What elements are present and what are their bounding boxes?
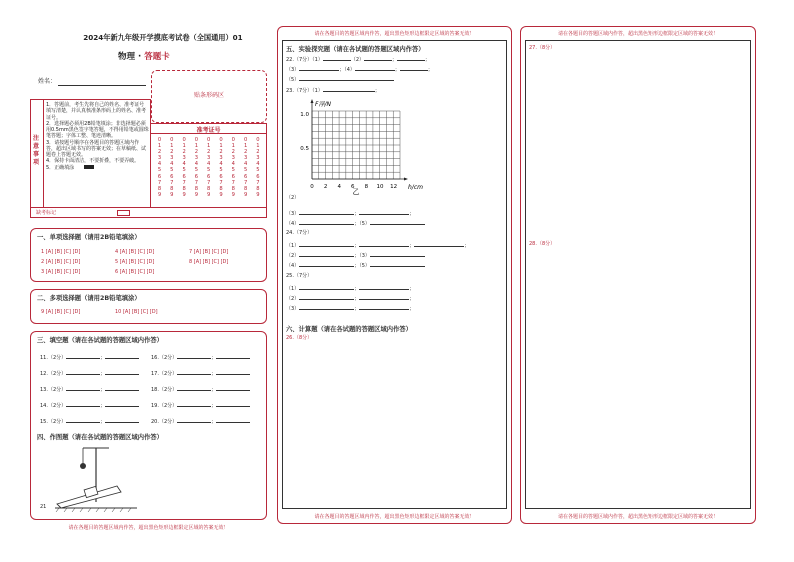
x-tick-label: 0 [310,184,314,190]
sec2-title: 二、多项选择题（请用2B铅笔填涂） [37,295,141,302]
ticket-digit[interactable]: 7 [231,179,235,186]
q26-label: 26.（8分） [286,335,313,341]
ticket-digit[interactable]: 5 [219,167,223,174]
answer-line[interactable] [216,352,250,359]
ticket-digit[interactable]: 0 [170,137,174,143]
notes-side-label [31,100,44,207]
x-tick-label: 6 [351,184,355,190]
ticket-digit[interactable]: 6 [170,173,174,180]
ticket-digit[interactable]: 0 [182,137,186,143]
fill-question-label: 14.（2分） [40,403,67,409]
separator: ； [100,371,106,377]
answer-line[interactable] [177,368,211,375]
x-tick-label: 2 [323,184,328,190]
ticket-column[interactable] [242,137,249,198]
answer-line[interactable] [397,54,425,61]
ticket-digit[interactable]: 2 [243,149,248,156]
ticket-digit[interactable]: 6 [207,173,211,180]
notes-label: 注意事项 [33,135,40,166]
ticket-digit[interactable]: 8 [231,185,235,192]
x-tick-label: 8 [364,184,369,190]
x-tick-label: 4 [337,184,341,190]
ticket-column[interactable] [254,137,261,198]
ticket-digit[interactable]: 7 [170,179,174,186]
answer-line[interactable] [66,400,100,407]
q24-mark-1: （1） ； ； ； [286,240,469,249]
fill-question-label: 16.（2分） [151,355,178,361]
ticket-column[interactable] [218,137,225,198]
ticket-digit[interactable]: 9 [207,191,211,198]
answer-line[interactable] [66,368,100,375]
q25-mark-2: （2） ； ； [286,293,414,302]
graph-caption: 乙 [352,188,360,195]
ticket-digit[interactable]: 9 [231,191,235,198]
separator: ； [100,355,106,361]
ticket-digit[interactable]: 3 [256,155,260,162]
ticket-digit[interactable]: 7 [243,179,248,186]
ticket-column[interactable] [230,137,237,198]
note-5: 5．正确填涂 [46,165,149,171]
fill-question-label: 13.（2分） [40,387,67,393]
notes-box [30,99,151,208]
ticket-digit[interactable]: 2 [207,149,211,156]
choice-3[interactable]: 3 [A] [B] [C] [D] [41,269,81,275]
ticket-digit[interactable]: 2 [170,149,174,156]
answer-line[interactable] [177,416,211,423]
ticket-digit[interactable]: 4 [243,161,248,168]
sec5-title: 五、实验探究题（请在各试题的答题区域内作答） [286,46,425,53]
sec3-title: 三、填空题（请在各试题的答题区域内作答） [37,337,163,344]
ticket-digit[interactable]: 7 [207,179,211,186]
absent-label: 缺考标记 [36,210,57,216]
separator: ； [100,387,106,393]
ticket-digit[interactable]: 4 [207,161,211,168]
ticket-digit[interactable]: 5 [207,167,211,174]
q21-label: 21 [40,504,47,510]
ticket-digit[interactable]: 0 [231,137,235,143]
q22-row-1: 22.（7分）（1） （2） ； ； [286,54,430,63]
exam-title: 2024年新九年级开学摸底考试卷（全国通用）01 [83,33,243,42]
fill-row [151,400,250,409]
ticket-digit[interactable]: 2 [231,149,235,156]
subject-name: 物理 [118,52,136,62]
ticket-digit[interactable]: 4 [219,161,223,168]
q25-label: 25.（7分） [286,273,313,279]
ticket-column[interactable] [193,137,200,198]
note-4: 4．保持卡面清洁，不要折叠，不要弄破。 [46,158,140,165]
ticket-digit[interactable]: 9 [182,191,186,198]
answer-line[interactable] [105,352,139,359]
sec1-title: 一、单项选择题（请用2B铅笔填涂） [37,234,141,241]
y-tick-1.0: 1.0 [300,112,309,118]
ticket-digit[interactable]: 1 [207,143,211,150]
warning-left: 请在各题目的答题区域内作答，超出黑色矩形边框限定区域的答案无效！ [68,525,229,531]
warning-mid-top: 请在各题目的答题区域内作答，超出黑色矩形边框限定区域的答案无效！ [314,31,475,37]
choice-2[interactable]: 2 [A] [B] [C] [D] [41,259,81,265]
fill-question-label: 18.（2分） [151,387,178,393]
separator: ； [211,355,217,361]
ticket-digit[interactable]: 8 [243,185,248,192]
ticket-digit[interactable]: 1 [256,143,260,150]
ticket-digit[interactable]: 6 [231,173,235,180]
ticket-digit[interactable]: 9 [243,191,248,198]
ticket-digit[interactable]: 8 [157,185,162,192]
section-multi-choice [30,289,267,324]
ticket-digit[interactable]: 7 [219,179,223,186]
q24-mark-3: （4） ；（5） [286,260,425,269]
answer-line[interactable] [105,384,139,391]
ticket-digit[interactable]: 4 [157,161,162,168]
fill-question-label: 11.（2分） [40,355,67,361]
q23-mark-4: （4） ；（5） [286,218,425,227]
ticket-digit[interactable]: 9 [170,191,174,198]
warning-mid-bottom: 请在各题目的答题区域内作答，超出黑色矩形边框限定区域的答案无效！ [314,514,475,520]
ticket-digit[interactable]: 5 [182,167,186,174]
ticket-digit[interactable]: 1 [194,143,199,150]
ticket-digit[interactable]: 0 [194,137,199,143]
ticket-digit[interactable]: 1 [231,143,235,150]
answer-line[interactable] [177,400,211,407]
separator: ； [211,403,217,409]
middle-panel [277,26,512,524]
ticket-digit[interactable]: 4 [256,161,260,168]
answer-line[interactable] [299,74,394,81]
note-2: 2．选择题必须用2B铅笔填涂；非选择题必须用0.5mm黑色签字笔答题，不得用铅笔或圆珠笔答题；字体工整、笔迹清晰。 [46,120,149,140]
ticket-digit[interactable]: 1 [219,143,223,150]
ticket-digit[interactable]: 3 [207,155,211,162]
ticket-digit[interactable]: 1 [170,143,174,150]
ticket-digit[interactable]: 8 [194,185,199,192]
ticket-digit[interactable]: 5 [170,167,174,174]
separator: ； [100,403,106,409]
ticket-digit[interactable]: 0 [157,137,162,143]
separator: ； [211,387,217,393]
y-tick-0.5: 0.5 [300,146,309,152]
section-single-choice [30,228,267,282]
fill-row [151,416,250,425]
ticket-digit[interactable]: 6 [157,173,162,180]
ticket-digit[interactable]: 2 [256,149,260,156]
ticket-digit[interactable]: 0 [207,137,211,143]
ticket-digit[interactable]: 7 [157,179,162,186]
ticket-digit[interactable]: 3 [182,155,186,162]
ticket-digit[interactable]: 4 [194,161,199,168]
q25-mark-3: （3） ； ； [286,303,414,312]
y-axis-label: F浮/N [315,101,331,108]
choice-4[interactable]: 4 [A] [B] [C] [D] [115,249,155,255]
ticket-digit[interactable]: 4 [182,161,186,168]
answer-line[interactable] [177,352,211,359]
q23-mark-3: （3） ； ； [286,208,414,217]
q24-label: 24.（7分） [286,230,313,236]
warning-right-top: 请在各题目的答题区域内作答，超出黑色矩形边框限定区域的答案无效！ [557,31,718,37]
warning-right-bottom: 请在各题目的答题区域内作答，超出黑色矩形边框限定区域的答案无效！ [557,514,718,520]
right-panel [520,26,756,524]
separator: ； [211,371,217,377]
ticket-digit[interactable]: 2 [194,149,199,156]
ticket-digit[interactable]: 5 [243,167,248,174]
q22-row-3: （5） [286,74,394,83]
answer-line[interactable] [216,416,250,423]
drawing-figure [51,444,141,514]
ticket-digit[interactable]: 0 [219,137,223,143]
ticket-digit[interactable]: 5 [231,167,235,174]
subject-dot: · [137,52,142,62]
answer-line[interactable] [66,384,100,391]
answer-line[interactable] [66,352,100,359]
choice-7[interactable]: 7 [A] [B] [C] [D] [189,249,229,255]
ticket-digit[interactable]: 6 [194,173,199,180]
ticket-column[interactable] [156,137,163,198]
sec4-title: 四、作图题（请在各试题的答题区域内作答） [37,434,163,441]
ticket-column[interactable] [205,137,212,198]
ticket-digit[interactable]: 8 [207,185,211,192]
ticket-digit[interactable]: 5 [256,167,260,174]
ticket-digit[interactable]: 6 [182,173,186,180]
ticket-digit[interactable]: 9 [219,191,223,198]
absent-checkbox[interactable] [117,210,130,216]
fill-question-label: 20.（2分） [151,419,178,425]
fill-row [40,368,139,377]
answer-line[interactable] [323,54,351,61]
fill-row [151,384,250,393]
q23-mark-2: （2） [286,195,300,201]
ticket-digit[interactable]: 3 [219,155,223,162]
ticket-digit[interactable]: 3 [194,155,199,162]
ticket-digit[interactable]: 0 [256,137,260,143]
answer-line[interactable] [66,416,100,423]
right-inner-box [525,40,751,509]
fill-row [40,400,139,409]
separator: ； [100,419,106,425]
ticket-digit[interactable]: 4 [231,161,235,168]
ticket-digit[interactable]: 1 [243,143,248,150]
name-label: 姓名： [38,78,57,85]
absent-row [30,208,267,218]
ticket-columns [151,134,266,207]
fill-question-label: 12.（2分） [40,371,67,377]
note-3: 3．请按题号顺序在各题目的答题区域内作答，超出区域书写的答案无效；在草稿纸、试题卷上答题无效。 [46,139,147,158]
subject-line [118,50,170,62]
answer-line[interactable] [216,400,250,407]
ticket-digit[interactable]: 8 [170,185,174,192]
ticket-digit[interactable]: 1 [182,143,186,150]
ticket-digit[interactable]: 3 [243,155,248,162]
ticket-digit[interactable]: 5 [194,167,199,174]
card-label: 答题卡 [144,52,170,62]
ticket-label: 准考证号 [196,127,221,134]
ticket-digit[interactable]: 8 [182,185,186,192]
fill-row [40,416,139,425]
ticket-column[interactable] [168,137,175,198]
ticket-digit[interactable]: 9 [157,191,162,198]
choice-8[interactable]: 8 [A] [B] [C] [D] [189,259,229,265]
buoyancy-graph [296,97,446,195]
filled-sample [84,165,94,169]
ticket-grid [151,123,267,208]
ticket-digit[interactable]: 0 [243,137,248,143]
q23-label: 23.（7分）（1） ； [286,85,380,94]
answer-line[interactable] [105,368,139,375]
x-tick-label: 10 [376,184,384,190]
x-axis-label: h/cm [408,184,423,191]
fill-question-label: 15.（2分） [40,419,67,425]
ticket-digit[interactable]: 2 [182,149,186,156]
ticket-digit[interactable]: 6 [243,173,248,180]
ticket-digit[interactable]: 2 [157,149,162,156]
answer-line[interactable] [400,64,428,71]
choice-5[interactable]: 5 [A] [B] [C] [D] [115,259,155,265]
fill-question-label: 19.（2分） [151,403,178,409]
answer-line[interactable] [216,384,250,391]
q22-row-2: （3） ；（4） ； ； [286,64,433,73]
answer-line[interactable] [216,368,250,375]
fill-row [40,384,139,393]
ticket-digit[interactable]: 2 [219,149,223,156]
fill-row [40,352,139,361]
answer-line[interactable] [355,64,395,71]
ticket-digit[interactable]: 3 [157,155,162,162]
answer-line[interactable] [299,64,339,71]
ticket-digit[interactable]: 7 [194,179,199,186]
choice-9[interactable]: 9 [A] [B] [C] [D] [41,309,81,315]
choice-10[interactable]: 10 [A] [B] [C] [D] [115,309,158,315]
q27-label: 27.（8分） [529,45,556,51]
ticket-digit[interactable]: 1 [157,143,162,150]
barcode-label: 贴条形码区 [193,92,224,99]
ticket-digit[interactable]: 6 [256,173,260,180]
x-tick-label: 12 [390,184,398,190]
choice-1[interactable]: 1 [A] [B] [C] [D] [41,249,81,255]
q25-mark-1: （1） ； ； [286,283,414,292]
answer-line[interactable] [364,54,392,61]
fill-question-label: 17.（2分） [151,371,178,377]
answer-line[interactable] [105,416,139,423]
q28-label: 28.（8分） [529,241,556,247]
answer-line[interactable] [177,384,211,391]
ticket-digit[interactable]: 9 [194,191,199,198]
ticket-digit[interactable]: 3 [170,155,174,162]
q24-mark-2: （2） ；（3） [286,250,425,259]
sec6-title: 六、计算题（请在各试题的答题区域内作答） [286,326,412,333]
fill-row [151,352,250,361]
name-field[interactable] [58,85,146,86]
answer-line[interactable] [105,400,139,407]
ticket-digit[interactable]: 7 [182,179,186,186]
choice-6[interactable]: 6 [A] [B] [C] [D] [115,269,155,275]
note-1: 1．答题前，考生先将自己的姓名、准考证号填写清楚，并认真核准条形码上的姓名、准考证号。 [46,102,147,121]
ticket-digit[interactable]: 8 [219,185,223,192]
ticket-digit[interactable]: 4 [170,161,174,168]
ticket-digit[interactable]: 6 [219,173,223,180]
ticket-digit[interactable]: 3 [231,155,235,162]
ticket-digit[interactable]: 8 [256,185,260,192]
ticket-digit[interactable]: 9 [256,191,260,198]
section-fill-in [30,331,267,520]
ticket-column[interactable] [181,137,188,198]
fill-row [151,368,250,377]
ticket-digit[interactable]: 7 [256,179,260,186]
barcode-area [151,70,267,123]
separator: ； [211,419,217,425]
ticket-digit[interactable]: 5 [157,167,162,174]
